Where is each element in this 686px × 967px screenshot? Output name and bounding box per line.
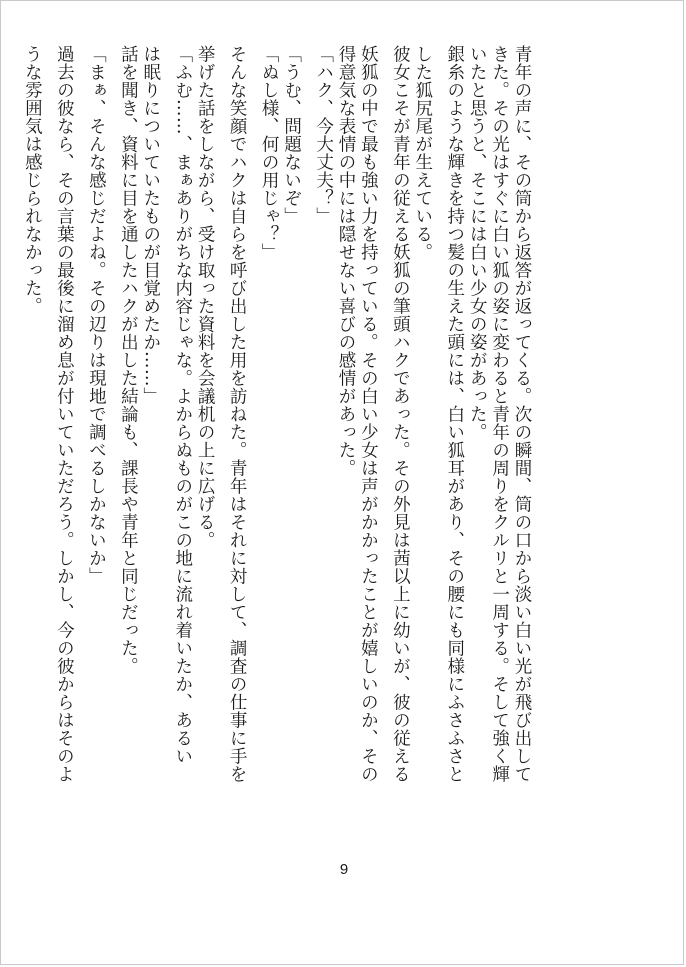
- text-column: いたと思うと、そこには白い少女の姿があった。: [467, 45, 488, 441]
- dialogue-line: 「うむ、問題ないぞ」: [281, 45, 302, 225]
- text-column: そんな笑顔でハクは自らを呼び出した用を訪ねた。青年はそれに対して、調査の仕事に手を: [227, 45, 248, 783]
- dialogue-line: 「ふむ……、まぁありがちな内容じゃな。よからぬものがこの地に流れ着いたか、あるい: [172, 45, 193, 765]
- text-column: 話を聞き、資料に目を通したハクが出した結論も、課長や青年と同じだった。: [118, 45, 139, 675]
- text-column: 挙げた話をしながら、受け取った資料を会議机の上に広げる。: [195, 45, 216, 549]
- text-column: きた。その光はすぐに白い狐の姿に変わると青年の周りをクルリと一周する。そして強く輝: [489, 45, 510, 783]
- text-column: した狐尻尾が生えている。: [412, 45, 433, 261]
- dialogue-line: 「ハク、今大丈夫？」: [313, 45, 334, 225]
- text-column: 銀糸のような輝きを持つ髪の生えた頭には、白い狐耳があり、その腰にも同様にふさふさと: [444, 45, 465, 783]
- vertical-text-body: [21, 45, 533, 783]
- text-column: 彼女こそが青年の従える妖狐の筆頭ハクであった。その外見は茜以上に幼いが、彼の従える: [390, 45, 411, 783]
- text-column: 過去の彼なら、その言葉の最後に溜め息が付いていただろう。しかし、今の彼からはそのよ: [54, 45, 75, 783]
- dialogue-line: 「まぁ、そんな感じだよね。その辺りは現地で調べるしかないか」: [86, 45, 107, 585]
- page-number: 9: [339, 861, 349, 878]
- dialogue-line: は眠りについていたものが目覚めたか……」: [140, 45, 161, 405]
- text-column: 青年の声に、その筒から返答が返ってくる。次の瞬間、筒の口から淡い白い光が飛び出して: [512, 45, 532, 783]
- dialogue-line: 「ぬし様、何の用じゃ？」: [259, 45, 280, 261]
- text-column: 得意気な表情の中には隠せない喜びの感情があった。: [335, 45, 356, 477]
- text-column: 妖狐の中で最も強い力を持っている。その白い少女は声がかかったことが嬉しいのか、その: [358, 45, 379, 783]
- text-column: うな雰囲気は感じられなかった。: [22, 45, 43, 315]
